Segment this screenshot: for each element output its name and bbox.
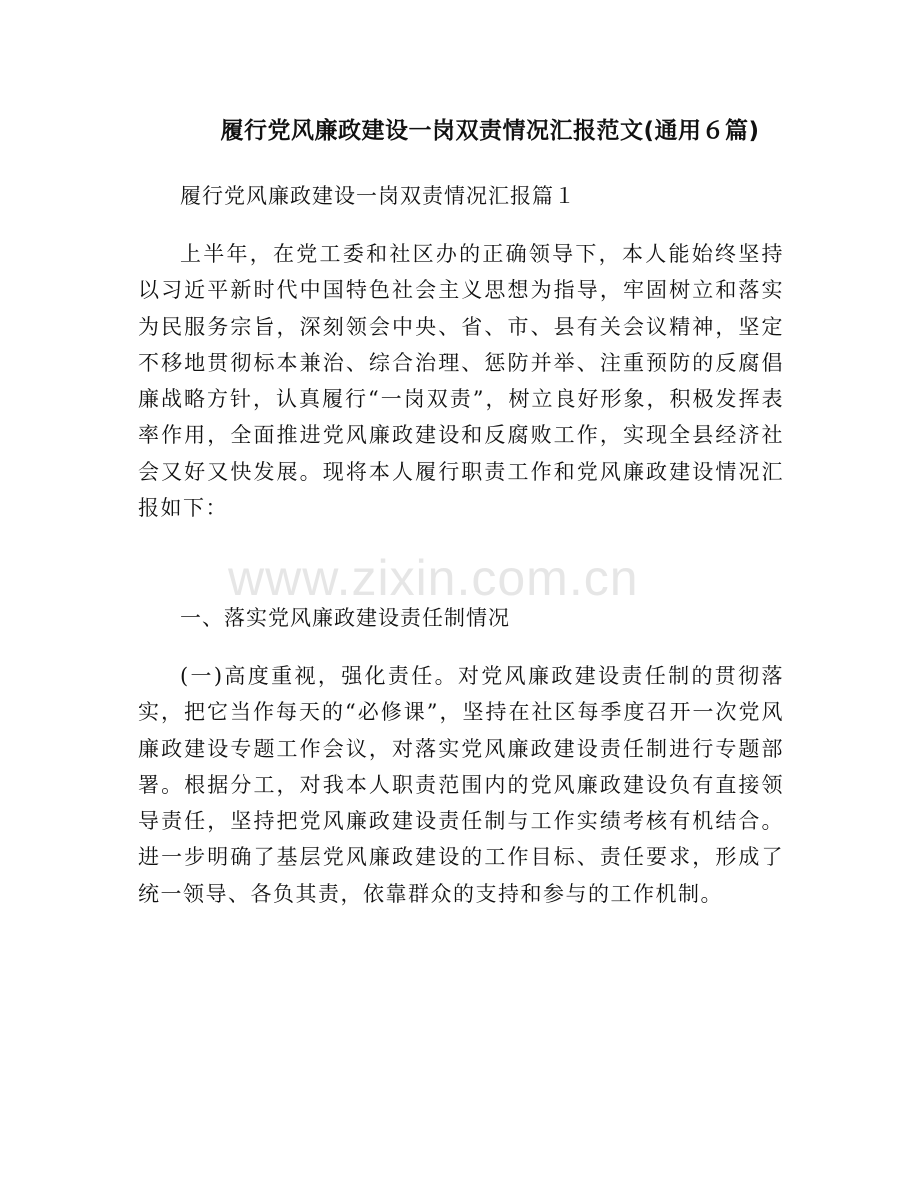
- paragraph-section-1: (一)高度重视，强化责任。对党风廉政建设责任制的贯彻落实，把它当作每天的“必修课”，坚持在社区每季度召开一次党风廉政建设专题工作会议，对落实党风廉政建设责任制进行专题部署。根据分工，对我本人职责范围内的党风廉政建设负有直接领导责任，坚持把党风廉政建设责任制与工作实绩考核有机结合。进一步明确了基层党风廉政建设的工作目标、责任要求，形成了统一领导、各负其责，依靠群众的支持和参与的工作机制。: [138, 664, 784, 906]
- paragraph-intro: 上半年，在党工委和社区办的正确领导下，本人能始终坚持以习近平新时代中国特色社会主义思想为指导，牢固树立和落实为民服务宗旨，深刻领会中央、省、市、县有关会议精神，坚定不移地贯彻标本兼治、综合治理、惩防并举、注重预防的反腐倡廉战略方针，认真履行“一岗双责”，树立良好形象，积极发挥表率作用，全面推进党风廉政建设和反腐败工作，实现全县经济社会又好又快发展。现将本人履行职责工作和党风廉政建设情况汇报如下：: [138, 242, 784, 521]
- document-title: 履行党风廉政建设一岗双责情况汇报范文(通用６篇): [220, 118, 760, 144]
- article-heading: 履行党风廉政建设一岗双责情况汇报篇１: [180, 184, 576, 208]
- watermark: www.zixin.com.cn: [228, 550, 639, 606]
- section-1-heading: 一、落实党风廉政建设责任制情况: [180, 606, 510, 630]
